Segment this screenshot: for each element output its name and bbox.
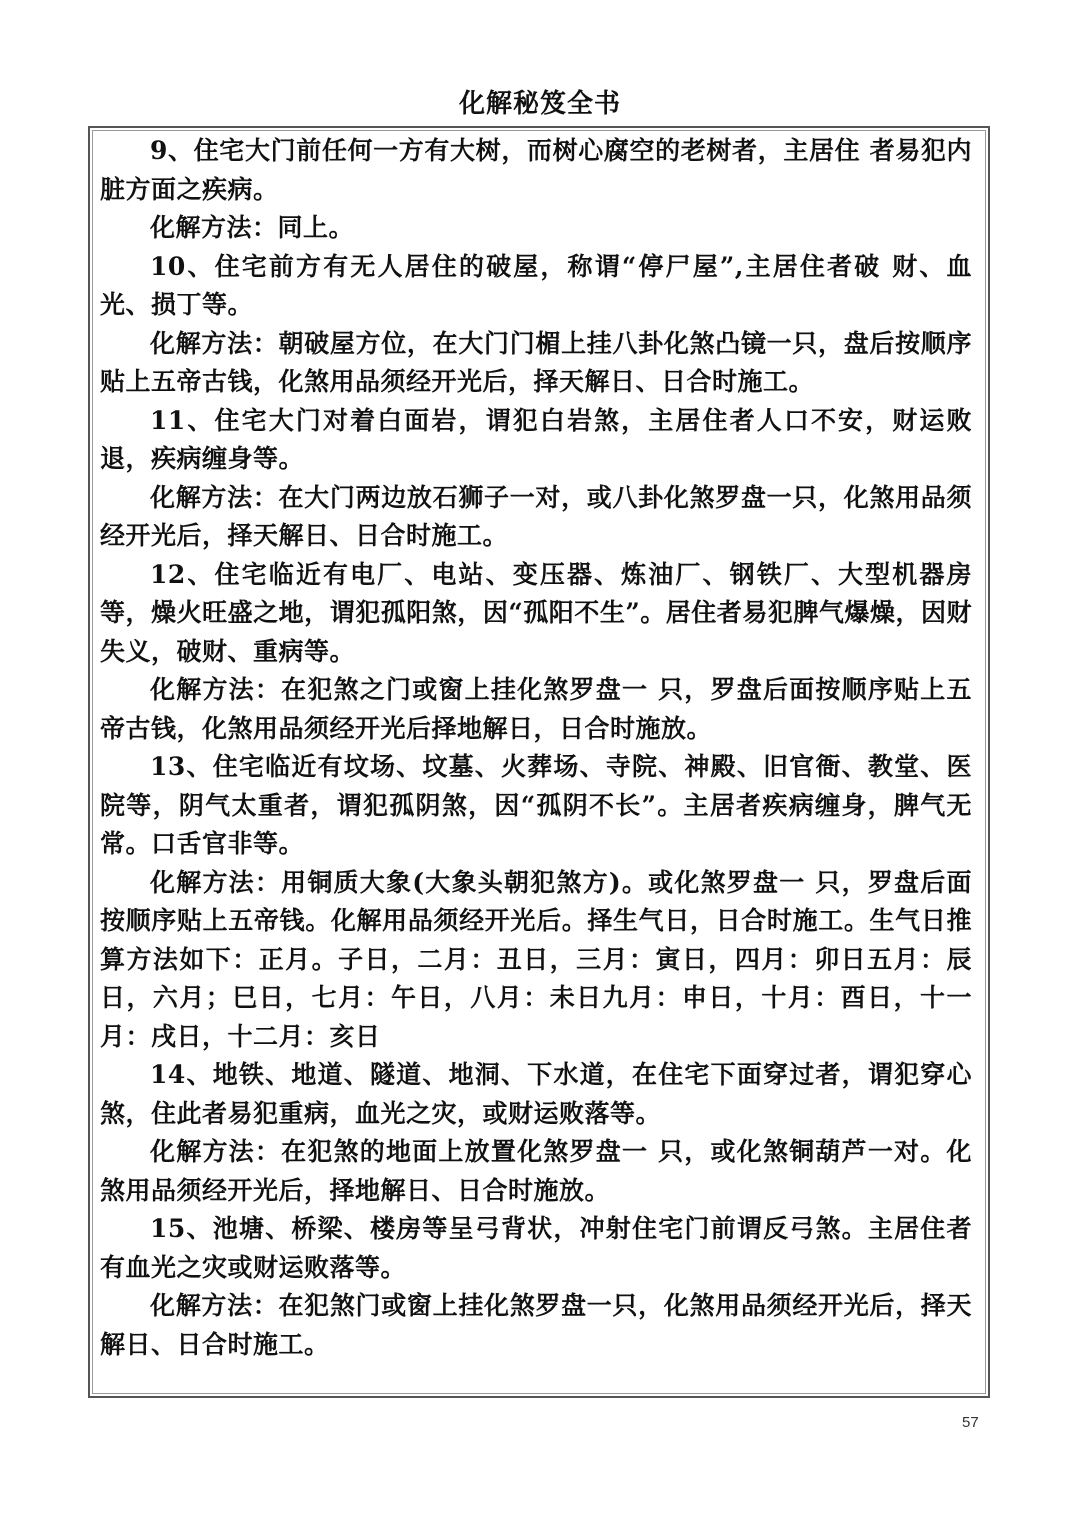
paragraph-remedy-9: 化解方法：同上。 bbox=[150, 213, 355, 242]
paragraph-remedy-11: 化解方法：在大门两边放石狮子一对，或八卦化煞罗盘一只，化煞用品须经开光后，择天解日、日合时施工。 bbox=[100, 482, 972, 550]
paragraph-item-12: 12、住宅临近有电厂、电站、变压器、炼油厂、钢铁厂、大型机器房等，燥火旺盛之地，谓犯孤阳煞，因“孤阳不生”。居住者易犯脾气爆燥，因财失义，破财、重病等。 bbox=[100, 559, 972, 666]
paragraph-item-14: 14、地铁、地道、隧道、地洞、下水道，在住宅下面穿过者，谓犯穿心煞，住此者易犯重病，血光之灾，或财运败落等。 bbox=[100, 1060, 972, 1128]
page-number: 57 bbox=[962, 1414, 979, 1431]
paragraph-item-11: 11、住宅大门对着白面岩，谓犯白岩煞，主居住者人口不安，财运败退，疾病缠身等。 bbox=[100, 405, 972, 473]
page-title: 化解秘笈全书 bbox=[458, 89, 621, 119]
paragraph-item-15: 15、池塘、桥梁、楼房等呈弓背状，冲射住宅门前谓反弓煞。主居住者有血光之灾或财运败落等。 bbox=[100, 1214, 972, 1282]
paragraph-remedy-15: 化解方法：在犯煞门或窗上挂化煞罗盘一只，化煞用品须经开光后，择天解日、日合时施工。 bbox=[100, 1291, 972, 1359]
paragraph-remedy-14: 化解方法：在犯煞的地面上放置化煞罗盘一 只，或化煞铜葫芦一对。化煞用品须经开光后，择地解日、日合时施放。 bbox=[100, 1137, 972, 1205]
paragraph-remedy-12: 化解方法：在犯煞之门或窗上挂化煞罗盘一 只，罗盘后面按顺序贴上五 帝古钱，化煞用品须经开光后择地解日，日合时施放。 bbox=[100, 675, 972, 743]
paragraph-item-10: 10、住宅前方有无人居住的破屋，称谓“停尸屋”,主居住者破 财、血光、损丁等。 bbox=[100, 251, 972, 319]
paragraph-remedy-13: 化解方法：用铜质大象(大象头朝犯煞方)。或化煞罗盘一 只，罗盘后面按顺序贴上五帝钱。化解用品须经开光后。择生气日，日合时施工。生气日推算方法如下：正月。子日，二月：丑日，三月：寅日，四月：卯日五月：辰日，六月；巳日，七月：午日，八月：未日九月：申日，十月：酉日，十一月：戌日，十二月：亥日 bbox=[100, 867, 972, 1051]
paragraph-item-9: 9、住宅大门前任何一方有大树，而树心腐空的老树者，主居住 者易犯内脏方面之疾病。 bbox=[100, 136, 972, 204]
paragraph-remedy-10: 化解方法：朝破屋方位，在大门门楣上挂八卦化煞凸镜一只，盘后按顺序贴上五帝古钱，化煞用品须经开光后，择天解日、日合时施工。 bbox=[100, 328, 972, 396]
text-body bbox=[100, 132, 972, 1364]
paragraph-item-13: 13、住宅临近有坟场、坟墓、火葬场、寺院、神殿、旧官衙、教堂、医院等，阴气太重者，谓犯孤阴煞，因“孤阴不长”。主居者疾病缠身，脾气无常。口舌官非等。 bbox=[100, 752, 972, 858]
content-frame bbox=[88, 126, 990, 1398]
